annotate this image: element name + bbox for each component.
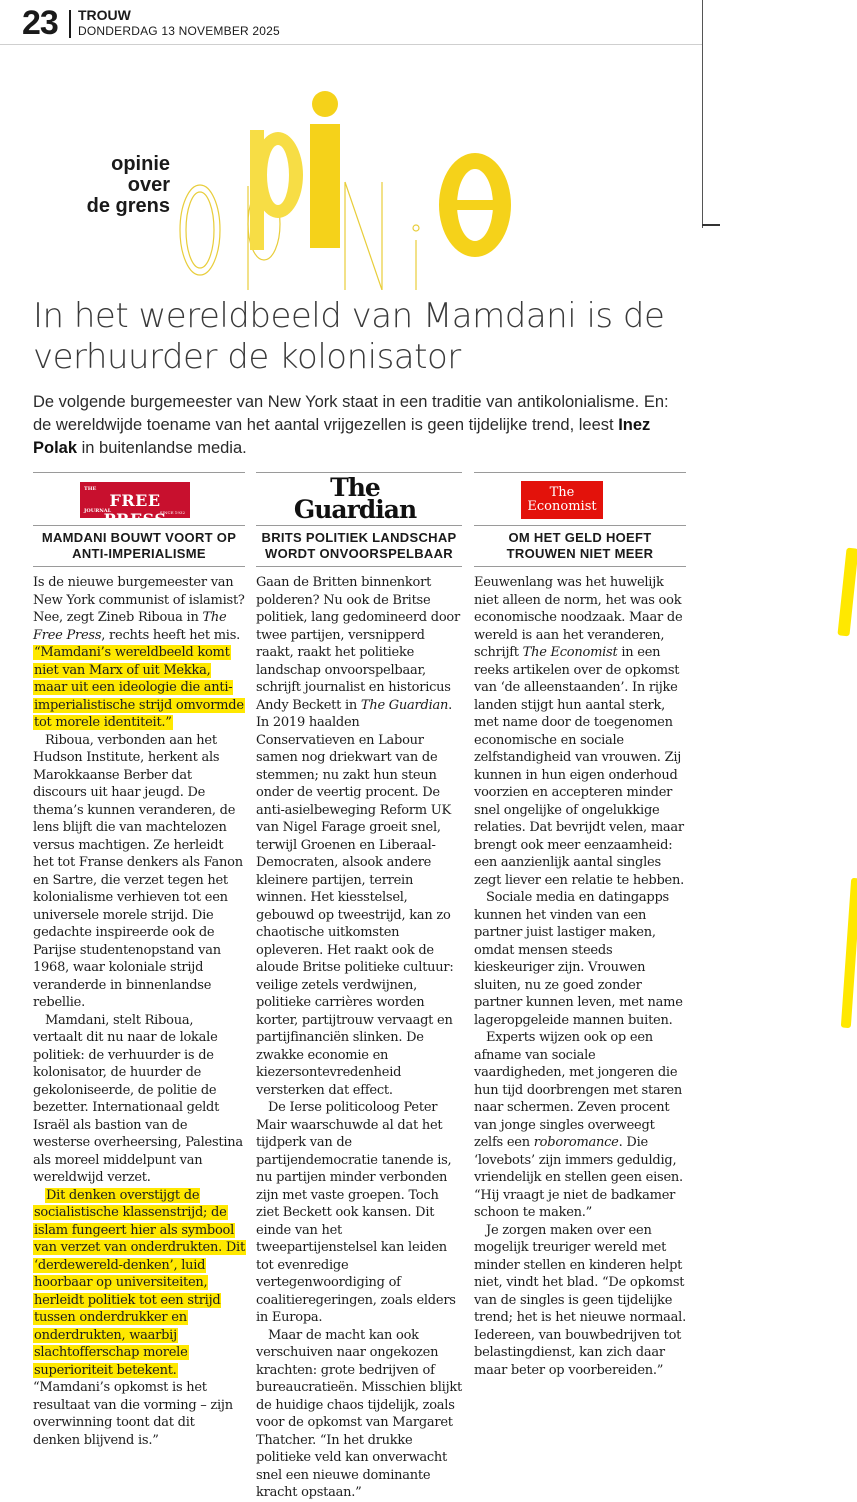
- column-rule: [474, 566, 686, 567]
- paragraph: “Mamdani’s opkomst is het resultaat van die vorming – zijn overwinning toont dat dit denken blijvend is.”: [33, 1380, 233, 1448]
- text: Gaan de Britten binnenkort polderen? Nu ook de Britse politiek, lang gedomineerd door twee partijen, versnipperd raakt, raakt het politieke landschap onvoorspelbaar, schrijft journalist en historicus Andy Beckett in: [256, 575, 460, 713]
- highlighted-passage: Dit denken overstijgt de socialistische klassenstrijd; de islam fungeert hier als symbool van verzet van onderdrukten. Dit ‘derdewereld-denken’, luid hoorbaar op universiteiten, herleidt politiek tot een strijd tussen onderdrukker en onderdrukten, waarbij slachtofferschap morele superioriteit betekent.: [34, 1187, 245, 1378]
- free-press-logo-journal: JOURNAL: [84, 508, 112, 514]
- text: Eeuwenlang was het huwelijk niet alleen de norm, het was ook economische noodzaak. Maar de wereld is aan het veranderen, schrijft: [474, 575, 683, 660]
- marker-stroke: [837, 548, 857, 637]
- economist-logo: [521, 481, 603, 519]
- article-column-economist: [474, 574, 686, 1379]
- column-rule: [474, 525, 686, 526]
- marker-stroke: [841, 878, 857, 1028]
- text: Is de nieuwe burgemeester van New York communist of islamist? Nee, zegt Zineb Riboua in: [33, 575, 245, 625]
- paragraph: Sociale media en datingapps kunnen het vinden van een partner juist lastiger maken, omdat mensen steeds kieskeuriger zijn. Vrouwen sluiten, nu ze goed zonder partner kunnen leven, met name lageropgeleide mannen buiten.: [474, 890, 683, 1028]
- intro-author: Inez Polak: [33, 416, 651, 457]
- column-title: BRITS POLITIEK LANDSCHAP WORDT ONVOORSPELBAAR: [261, 530, 457, 561]
- article-column-freepress: [33, 574, 245, 1449]
- text: . Die ‘lovebots’ zijn immers geduldig, vriendelijk en stellen geen eisen. “Hij vraagt je niet de badkamer schoon te maken.”: [474, 1135, 683, 1220]
- paragraph: Je zorgen maken over een mogelijk treuriger wereld met minder stellen en kinderen helpt niet, vindt het blad. “De opkomst van de singles is geen tijdelijke trend; het is het nieuwe normaal. Iedereen, van bouwbedrijven tot belastingdienst, kan zich daar maar beter op voorbereiden.”: [474, 1222, 686, 1378]
- column-rule: [256, 566, 462, 567]
- text: in een reeks artikelen over de opkomst van ‘de alleenstaanden’. In rijke landen stijgt hun aantal sterk, met name door de toegenomen economische en sociale zelfstandigheid van vrouwen. Zij kunnen in hun eigen onderhoud voorzien en accepteren minder snel ongelijke of ongelukkige relaties. Dat bevrijdt velen, maar brengt ook meer eenzaamheid: een aanzienlijk aantal singles zegt liever een relatie te hebben.: [474, 645, 684, 888]
- masthead-divider: [69, 10, 71, 38]
- source-name: The Free Press: [33, 610, 227, 643]
- paragraph: [474, 1029, 686, 1222]
- free-press-logo-since: SINCE 1932: [159, 510, 185, 515]
- source-name: The Economist: [522, 645, 618, 660]
- text: . In 2019 haalden Conservatieven en Labour samen nog driekwart van de stemmen; nu zakt hun steun onder de veertig procent. De anti-asielbeweging Reform UK van Nigel Farage groeit snel, terwijl Groenen en Liberaal-Democraten, alsook andere kleinere partijen, terrein winnen. Het kiesstelsel, gebouwd op tweestrijd, kan zo chaotische uitkomsten opleveren. Het raakt ook de aloude Britse politieke cultuur: veilige zetels verdwijnen, politieke carrières worden korter, partijtrouw vervaagt en partijfinanciën slinken. De zwakke economie en kiezersontevredenheid versterken dat effect.: [256, 697, 454, 1098]
- column-rule: [33, 472, 245, 473]
- article-column-guardian: [256, 574, 462, 1502]
- intro-text: De volgende burgemeester van New York staat in een traditie van antikolonialisme. En: de wereldwijde toename van het aantal vrijgezellen is geen tijdelijke trend, leest: [33, 393, 669, 434]
- guardian-logo-the: The: [330, 473, 380, 502]
- paragraph: [256, 574, 462, 1099]
- text: Experts wijzen ook op een afname van sociale vaardigheden, met jongeren die hun tijd doorbrengen met staren naar schermen. Zeven procent van jonge singles overweegt zelfs een: [474, 1030, 682, 1150]
- masthead-rule: [0, 44, 702, 45]
- free-press-logo: [80, 482, 190, 529]
- intro-text-end: in buitenlandse media.: [77, 439, 247, 457]
- section-label-line: de grens: [86, 195, 170, 217]
- section-label: [84, 154, 170, 217]
- issue-date: DONDERDAG 13 NOVEMBER 2025: [78, 24, 280, 38]
- paragraph: De Ierse politicoloog Peter Mair waarschuwde al dat het tijdperk van de partijendemocratie tanende is, nu partijen minder verbonden zijn met vaste groepen. Toch ziet Beckett ook kansen. Dit einde van het tweepartijenstelsel kan leiden tot evenredige vertegenwoordiging of coalitieregeringen, zoals elders in Europa.: [256, 1100, 456, 1325]
- margin-rule: [702, 0, 703, 228]
- italic-term: roboromance: [533, 1135, 619, 1150]
- article-headline: In het wereldbeeld van Mamdani is de verhuurder de kolonisator: [33, 296, 665, 377]
- economist-logo-name: Economist: [527, 499, 597, 514]
- paragraph: [33, 574, 245, 732]
- highlighted-quote: “Mamdani’s wereldbeeld komt niet van Marx of uit Mekka, maar uit een ideologie die anti-imperialistische strijd omvormde tot morele identiteit.”: [34, 645, 244, 730]
- page-number: 23: [22, 4, 58, 42]
- source-name: The Guardian: [360, 697, 449, 713]
- margin-tick: [702, 224, 720, 226]
- column-rule: [256, 525, 462, 526]
- column-title: MAMDANI BOUWT VOORT OP ANTI-IMPERIALISME: [41, 530, 237, 561]
- section-label-line: over: [127, 174, 170, 196]
- opinie-decor-logo: [170, 90, 530, 290]
- opinie-filled-letters: [250, 91, 511, 257]
- paragraph: [474, 574, 686, 889]
- economist-logo-the: The: [549, 485, 575, 500]
- guardian-logo-name: Guardian: [293, 495, 417, 524]
- column-title: OM HET GELD HOEFT TROUWEN NIET MEER: [506, 530, 654, 561]
- paragraph: Mamdani, stelt Riboua, vertaalt dit nu naar de lokale politiek: de verhuurder is de kolonisator, de huurder de gekoloniseerde, de politie de bezetter. Internationaal geldt Israël als bastion van de westerse overheersing, Palestina als moreel middelpunt van wereldwijd verzet.: [33, 1012, 243, 1185]
- article-intro: [33, 391, 673, 460]
- guardian-logo: [290, 473, 420, 524]
- opinie-outline-letters: [180, 182, 419, 290]
- paragraph: [33, 1187, 245, 1380]
- text: , rechts heeft het mis.: [101, 627, 241, 643]
- column-rule: [474, 472, 686, 473]
- column-rule: [33, 566, 245, 567]
- free-press-logo-name: FREE PRESS: [103, 491, 167, 529]
- paragraph: Maar de macht kan ook verschuiven naar ongekozen krachten: grote bedrijven of bureaucratieën. Misschien blijkt de huidige chaos tijdelijk, zoals voor de opkomst van Margaret Thatcher. “In het drukke politieke veld kan onverwacht snel een nieuwe dominante kracht opstaan.”: [256, 1327, 462, 1500]
- paragraph: Riboua, verbonden aan het Hudson Institute, herkent als Marokkaanse Berber dat discours uit haar jeugd. De thema’s kunnen veranderen, de lens blijft die van machtelozen versus machtigen. Ze herleidt het tot Franse denkers als Fanon en Sartre, die verzet tegen het kolonialisme verhieven tot een universele morele strijd. Die gedachte inspireerde ook de Parijse studentenopstand van 1968, waar koloniale strijd veranderde in binnenlandse rebellie.: [33, 732, 243, 1010]
- section-label-line: opinie: [111, 153, 170, 175]
- newspaper-name: TROUW: [78, 7, 131, 23]
- free-press-logo-the: THE: [84, 486, 97, 492]
